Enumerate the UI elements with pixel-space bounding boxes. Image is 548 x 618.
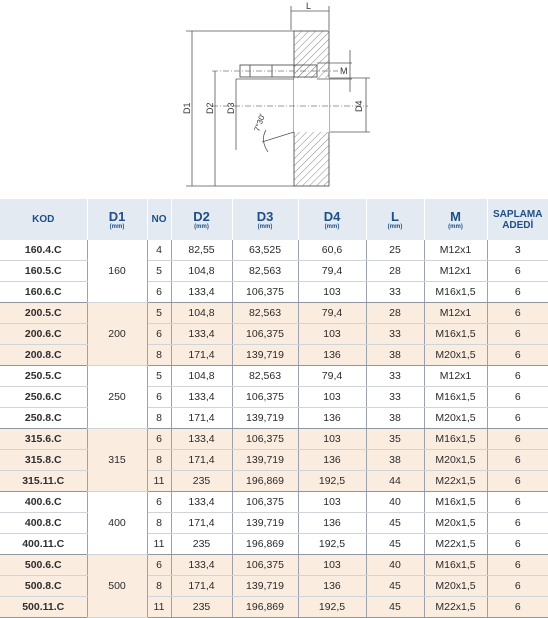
col-header-label: D4 xyxy=(323,208,341,224)
cell-l: 28 xyxy=(366,303,424,324)
cell-d4: 136 xyxy=(298,513,366,534)
cell-m: M16x1,5 xyxy=(424,429,487,450)
col-header-label: D3 xyxy=(256,208,274,224)
cell-d4: 103 xyxy=(298,282,366,303)
table-row xyxy=(0,513,548,534)
col-header-5 xyxy=(298,199,366,240)
col-header-6 xyxy=(366,199,424,240)
table-row xyxy=(0,408,548,429)
cell-d3: 82,563 xyxy=(232,366,298,387)
col-header-1 xyxy=(87,199,147,240)
cell-m: M16x1,5 xyxy=(424,492,487,513)
cell-d2: 82,55 xyxy=(171,240,232,261)
cell-d2: 235 xyxy=(171,534,232,555)
cell-m: M12x1 xyxy=(424,261,487,282)
cell-kod: 160.5.C xyxy=(0,261,87,282)
col-header-label: D2 xyxy=(193,208,210,224)
flange-spec-table xyxy=(0,199,548,618)
cell-d2: 133,4 xyxy=(171,429,232,450)
cell-kod: 250.5.C xyxy=(0,366,87,387)
cell-d3: 139,719 xyxy=(232,576,298,597)
col-header-2 xyxy=(147,199,171,240)
cell-d4: 60,6 xyxy=(298,240,366,261)
cell-no: 6 xyxy=(147,282,171,303)
cell-d1: 200 xyxy=(87,303,147,366)
cell-l: 28 xyxy=(366,261,424,282)
cell-d3: 106,375 xyxy=(232,387,298,408)
cell-d4: 79,4 xyxy=(298,366,366,387)
col-header-7 xyxy=(424,199,487,240)
cell-d2: 171,4 xyxy=(171,345,232,366)
cell-d2: 133,4 xyxy=(171,324,232,345)
cell-d4: 103 xyxy=(298,555,366,576)
cell-m: M20x1,5 xyxy=(424,450,487,471)
cell-d4: 192,5 xyxy=(298,597,366,618)
cell-m: M16x1,5 xyxy=(424,282,487,303)
cell-l: 38 xyxy=(366,345,424,366)
cell-kod: 315.6.C xyxy=(0,429,87,450)
technical-drawing xyxy=(0,0,548,199)
cell-d2: 133,4 xyxy=(171,555,232,576)
cell-l: 33 xyxy=(366,387,424,408)
table-row xyxy=(0,324,548,345)
cell-adet: 6 xyxy=(487,513,548,534)
cell-adet: 6 xyxy=(487,429,548,450)
cell-m: M16x1,5 xyxy=(424,324,487,345)
cell-d3: 82,563 xyxy=(232,303,298,324)
cell-d2: 133,4 xyxy=(171,282,232,303)
cell-adet: 6 xyxy=(487,576,548,597)
cell-d2: 133,4 xyxy=(171,492,232,513)
cell-no: 4 xyxy=(147,240,171,261)
cell-d2: 104,8 xyxy=(171,261,232,282)
cell-adet: 6 xyxy=(487,534,548,555)
cell-m: M20x1,5 xyxy=(424,576,487,597)
cell-d2: 104,8 xyxy=(171,303,232,324)
cell-d4: 103 xyxy=(298,387,366,408)
cell-d2: 104,8 xyxy=(171,366,232,387)
col-header-label: KOD xyxy=(32,214,55,225)
table-row xyxy=(0,345,548,366)
label-l: L xyxy=(306,1,312,11)
cell-d4: 79,4 xyxy=(298,261,366,282)
table-row xyxy=(0,555,548,576)
cell-m: M20x1,5 xyxy=(424,345,487,366)
col-header-label: D1 xyxy=(108,208,126,224)
cell-l: 44 xyxy=(366,471,424,492)
table-row xyxy=(0,387,548,408)
cell-kod: 500.6.C xyxy=(0,555,87,576)
cell-kod: 500.8.C xyxy=(0,576,87,597)
cell-l: 33 xyxy=(366,324,424,345)
cell-d2: 235 xyxy=(171,471,232,492)
cell-m: M12x1 xyxy=(424,240,487,261)
cell-d3: 196,869 xyxy=(232,471,298,492)
cell-l: 38 xyxy=(366,408,424,429)
table-row xyxy=(0,471,548,492)
label-d2: D2 xyxy=(205,102,215,114)
cell-d3: 139,719 xyxy=(232,513,298,534)
col-header-label: NO xyxy=(151,214,167,225)
cell-adet: 6 xyxy=(487,324,548,345)
table-row xyxy=(0,576,548,597)
cell-d3: 139,719 xyxy=(232,408,298,429)
cell-l: 45 xyxy=(366,513,424,534)
cell-m: M16x1,5 xyxy=(424,555,487,576)
cell-l: 40 xyxy=(366,492,424,513)
cell-d4: 192,5 xyxy=(298,471,366,492)
col-header-unit: (mm) xyxy=(194,223,209,230)
cell-no: 5 xyxy=(147,261,171,282)
cell-m: M20x1,5 xyxy=(424,513,487,534)
cell-m: M22x1,5 xyxy=(424,471,487,492)
cell-adet: 6 xyxy=(487,387,548,408)
cell-adet: 6 xyxy=(487,366,548,387)
cell-kod: 160.6.C xyxy=(0,282,87,303)
cell-d4: 103 xyxy=(298,429,366,450)
cell-d1: 160 xyxy=(87,240,147,303)
label-d1: D1 xyxy=(182,102,192,114)
cell-adet: 6 xyxy=(487,555,548,576)
table-row xyxy=(0,240,548,261)
cell-l: 45 xyxy=(366,597,424,618)
table-row xyxy=(0,429,548,450)
cell-no: 8 xyxy=(147,408,171,429)
cell-l: 25 xyxy=(366,240,424,261)
table-row xyxy=(0,261,548,282)
cell-adet: 6 xyxy=(487,450,548,471)
cell-adet: 6 xyxy=(487,471,548,492)
table-row xyxy=(0,492,548,513)
cell-d4: 136 xyxy=(298,408,366,429)
cell-no: 5 xyxy=(147,366,171,387)
cell-l: 38 xyxy=(366,450,424,471)
cell-d4: 103 xyxy=(298,492,366,513)
col-header-8 xyxy=(487,199,548,240)
label-d3: D3 xyxy=(226,102,236,114)
cell-d3: 63,525 xyxy=(232,240,298,261)
col-header-label: M xyxy=(450,208,461,224)
cell-d4: 103 xyxy=(298,324,366,345)
cell-kod: 400.8.C xyxy=(0,513,87,534)
col-header-unit: (mm) xyxy=(387,223,403,230)
cell-kod: 250.8.C xyxy=(0,408,87,429)
cell-d4: 79,4 xyxy=(298,303,366,324)
cell-d3: 82,563 xyxy=(232,261,298,282)
label-angle: 7°30' xyxy=(252,112,268,133)
cell-m: M16x1,5 xyxy=(424,387,487,408)
cell-no: 8 xyxy=(147,450,171,471)
cell-kod: 400.6.C xyxy=(0,492,87,513)
table-row xyxy=(0,303,548,324)
cell-l: 40 xyxy=(366,555,424,576)
cell-kod: 200.5.C xyxy=(0,303,87,324)
cell-no: 6 xyxy=(147,387,171,408)
cell-d3: 106,375 xyxy=(232,324,298,345)
col-header-4 xyxy=(232,199,298,240)
cell-d2: 235 xyxy=(171,597,232,618)
cell-kod: 250.6.C xyxy=(0,387,87,408)
table-row xyxy=(0,597,548,618)
label-m: M xyxy=(340,66,348,76)
cell-adet: 6 xyxy=(487,345,548,366)
cell-d2: 171,4 xyxy=(171,450,232,471)
cell-no: 8 xyxy=(147,513,171,534)
cell-d1: 250 xyxy=(87,366,147,429)
cell-l: 33 xyxy=(366,366,424,387)
cell-d3: 196,869 xyxy=(232,597,298,618)
cell-kod: 200.8.C xyxy=(0,345,87,366)
cell-d1: 500 xyxy=(87,555,147,618)
cell-kod: 500.11.C xyxy=(0,597,87,618)
cell-d3: 196,869 xyxy=(232,534,298,555)
cell-no: 6 xyxy=(147,555,171,576)
cell-m: M22x1,5 xyxy=(424,534,487,555)
flange-body xyxy=(294,31,329,186)
col-header-unit: (mm) xyxy=(257,223,273,230)
cell-adet: 6 xyxy=(487,597,548,618)
col-header-unit: (mm) xyxy=(448,223,463,230)
cell-no: 6 xyxy=(147,492,171,513)
cell-d3: 106,375 xyxy=(232,282,298,303)
cell-d1: 315 xyxy=(87,429,147,492)
cell-d4: 136 xyxy=(298,345,366,366)
cell-no: 11 xyxy=(147,534,171,555)
cell-no: 8 xyxy=(147,345,171,366)
cell-d3: 139,719 xyxy=(232,345,298,366)
cell-kod: 315.11.C xyxy=(0,471,87,492)
cell-m: M22x1,5 xyxy=(424,597,487,618)
cell-adet: 3 xyxy=(487,240,548,261)
cell-d4: 192,5 xyxy=(298,534,366,555)
cell-adet: 6 xyxy=(487,261,548,282)
cell-kod: 400.11.C xyxy=(0,534,87,555)
label-d4: D4 xyxy=(354,100,364,112)
col-header-label: SAPLAMA ADEDİ xyxy=(493,208,543,231)
cell-no: 5 xyxy=(147,303,171,324)
cell-d3: 106,375 xyxy=(232,429,298,450)
table-row xyxy=(0,282,548,303)
cell-l: 35 xyxy=(366,429,424,450)
cell-d4: 136 xyxy=(298,576,366,597)
cell-d3: 106,375 xyxy=(232,555,298,576)
cell-no: 6 xyxy=(147,324,171,345)
cell-no: 11 xyxy=(147,597,171,618)
taper xyxy=(262,130,294,152)
header-row xyxy=(0,199,548,240)
dim-d3 xyxy=(236,79,294,150)
cell-kod: 200.6.C xyxy=(0,324,87,345)
cell-kod: 160.4.C xyxy=(0,240,87,261)
cell-d1: 400 xyxy=(87,492,147,555)
cell-l: 45 xyxy=(366,534,424,555)
col-header-label: L xyxy=(391,208,399,224)
cell-no: 6 xyxy=(147,429,171,450)
cell-m: M12x1 xyxy=(424,366,487,387)
cell-adet: 6 xyxy=(487,303,548,324)
col-header-0 xyxy=(0,199,87,240)
col-header-unit: (mm) xyxy=(109,223,125,230)
cell-d4: 136 xyxy=(298,450,366,471)
cell-d2: 171,4 xyxy=(171,576,232,597)
table-row xyxy=(0,366,548,387)
cell-m: M20x1,5 xyxy=(424,408,487,429)
cell-adet: 6 xyxy=(487,282,548,303)
cell-d2: 171,4 xyxy=(171,513,232,534)
col-header-3 xyxy=(171,199,232,240)
cell-no: 11 xyxy=(147,471,171,492)
cell-l: 45 xyxy=(366,576,424,597)
cell-adet: 6 xyxy=(487,492,548,513)
cell-adet: 6 xyxy=(487,408,548,429)
cell-d3: 139,719 xyxy=(232,450,298,471)
col-header-unit: (mm) xyxy=(324,223,340,230)
dim-d1 xyxy=(186,31,294,186)
cell-d2: 171,4 xyxy=(171,408,232,429)
cell-d3: 106,375 xyxy=(232,492,298,513)
table-row xyxy=(0,534,548,555)
cell-d2: 133,4 xyxy=(171,387,232,408)
cell-m: M12x1 xyxy=(424,303,487,324)
cell-l: 33 xyxy=(366,282,424,303)
cell-no: 8 xyxy=(147,576,171,597)
cell-kod: 315.8.C xyxy=(0,450,87,471)
table-row xyxy=(0,450,548,471)
